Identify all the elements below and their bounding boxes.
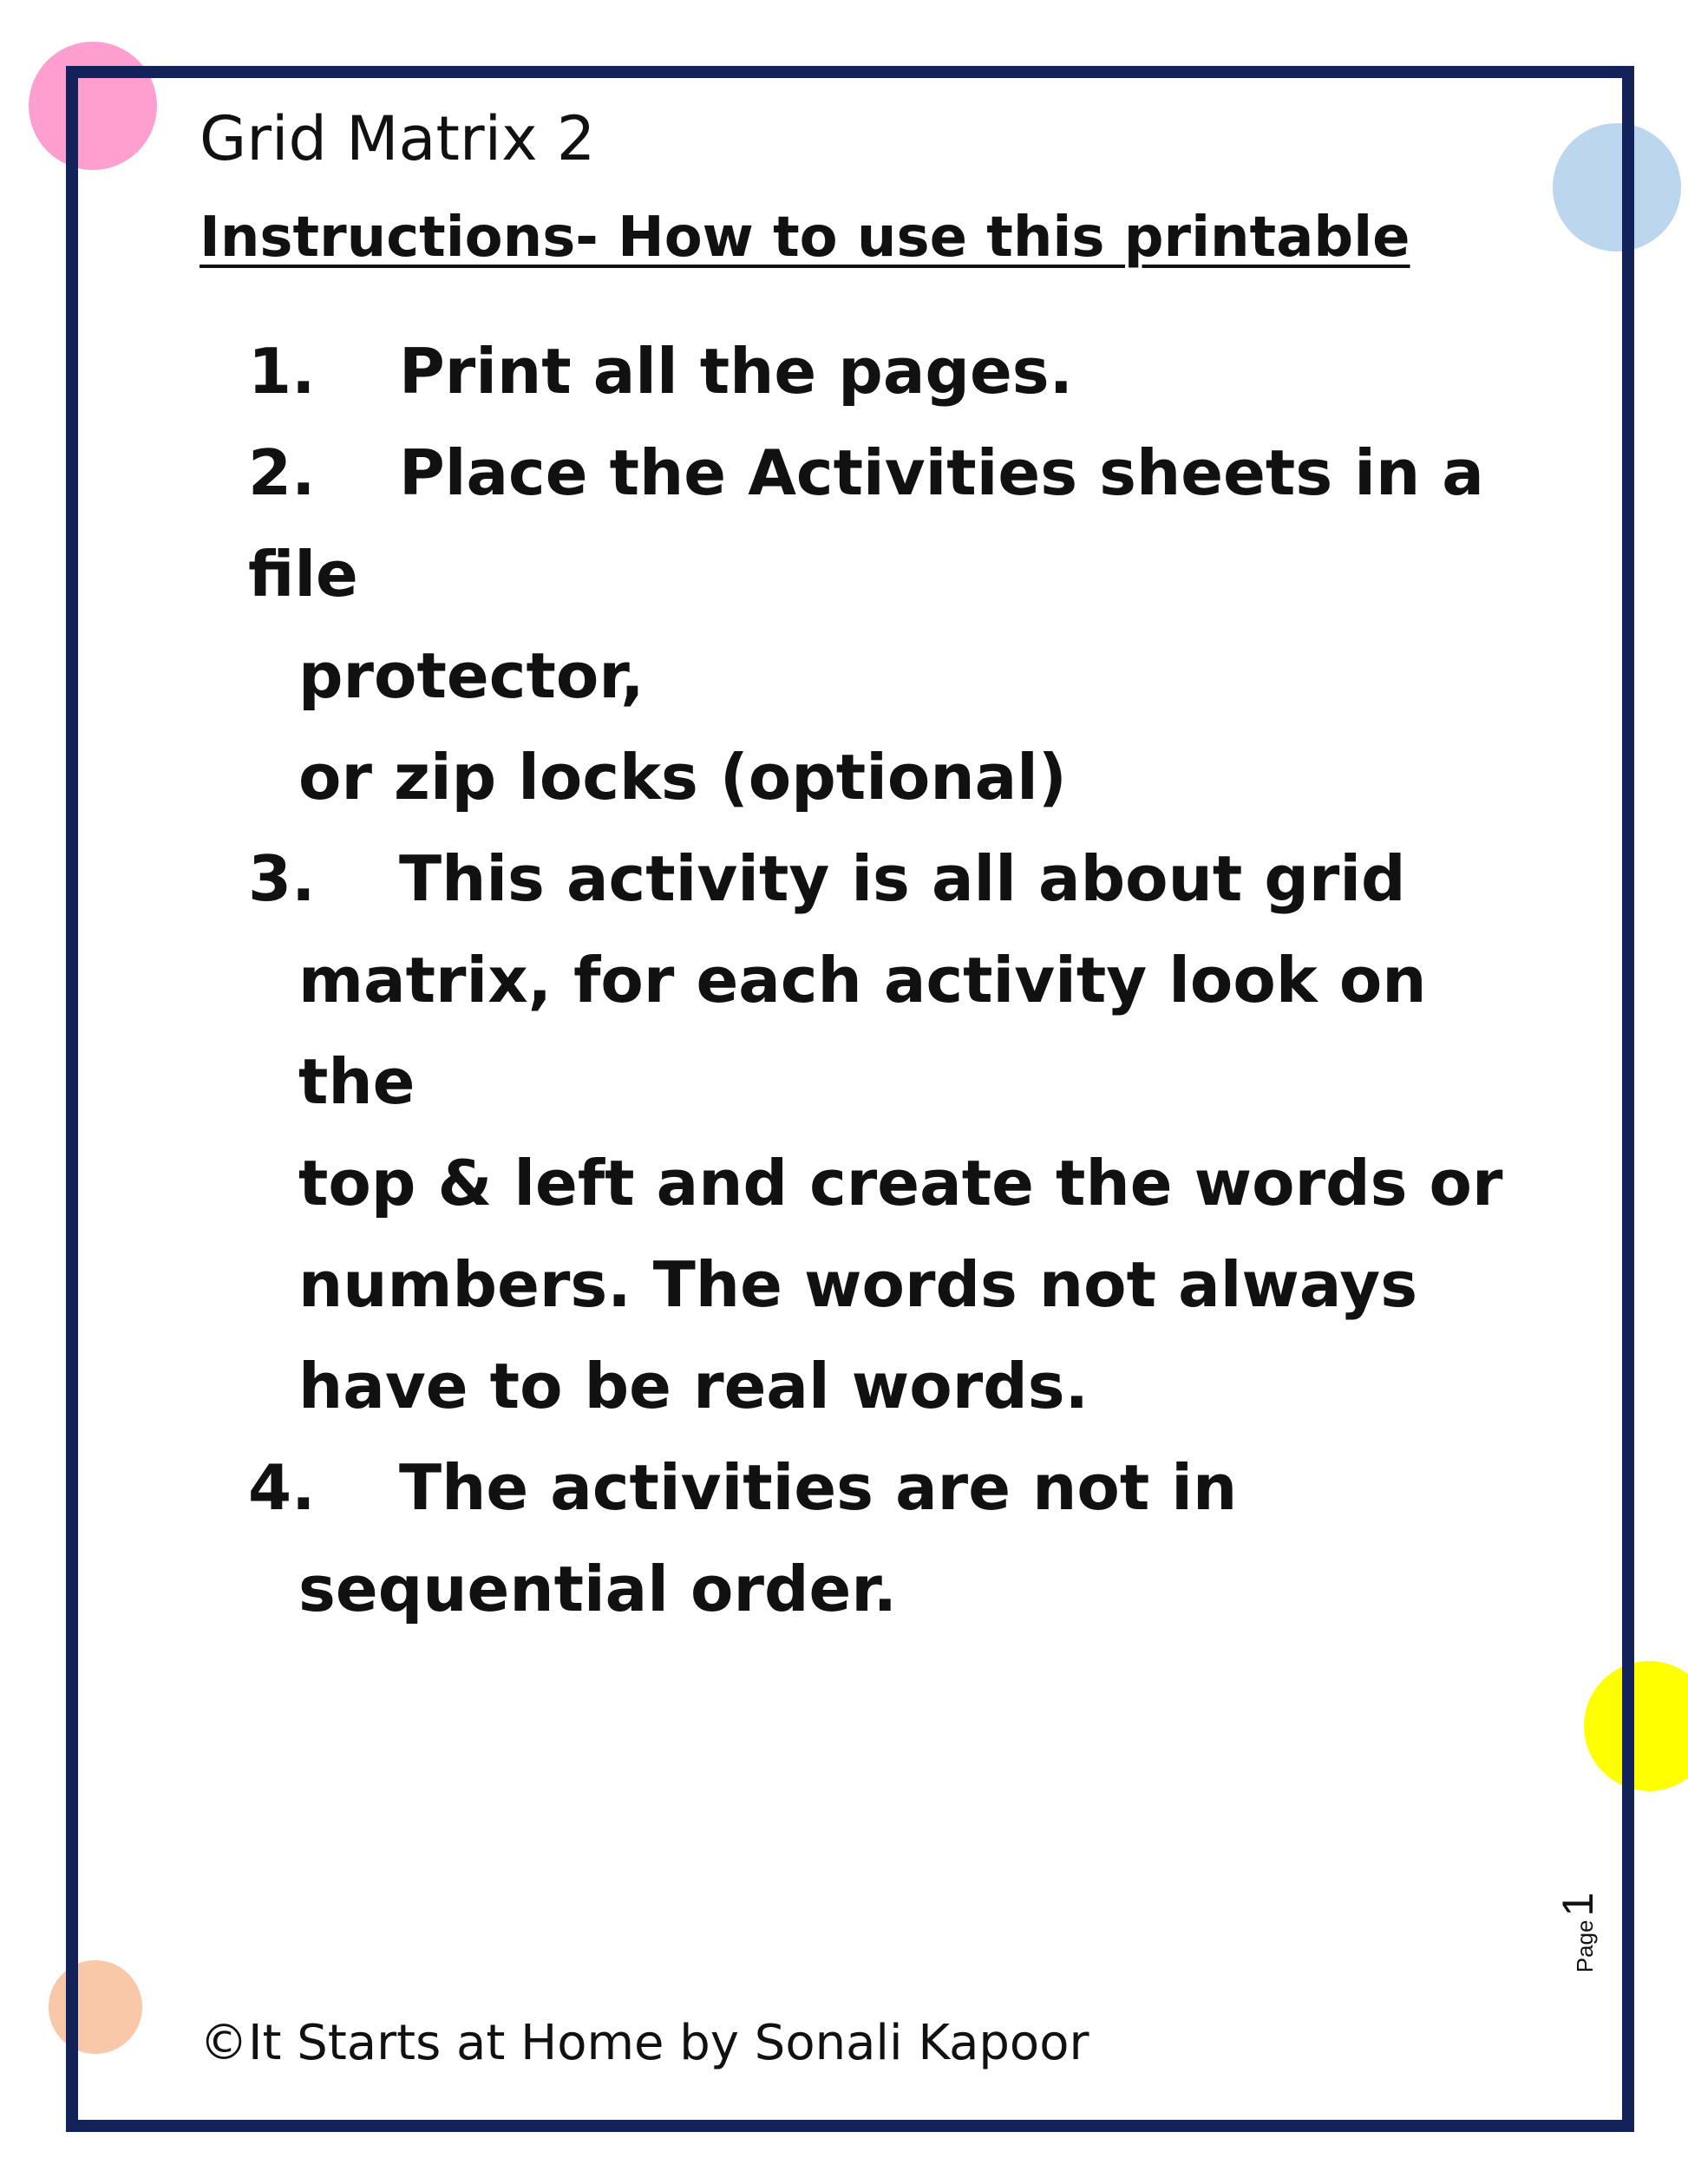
step-item xyxy=(248,321,1523,422)
step-continuation: matrix, for each activity look on the xyxy=(298,944,1427,1118)
page-number-label xyxy=(1553,1892,1622,1973)
step-number: 2. xyxy=(248,436,316,509)
step-item xyxy=(248,422,1523,828)
step-text: This activity is all about grid xyxy=(399,842,1406,915)
step-continuation: top & left and create the words or xyxy=(298,1147,1503,1220)
instructions-heading: Instructions- How to use this printable xyxy=(200,206,1410,270)
instruction-steps xyxy=(248,321,1523,1640)
step-continuation: protector, xyxy=(298,639,644,712)
step-item xyxy=(248,828,1523,1437)
step-text: The activities are not in xyxy=(399,1451,1238,1524)
step-continuation: or zip locks (optional) xyxy=(298,741,1067,814)
step-number: 1. xyxy=(248,335,316,408)
step-text: Print all the pages. xyxy=(399,335,1073,408)
step-continuation: sequential order. xyxy=(298,1553,897,1625)
document-title: Grid Matrix 2 xyxy=(200,103,596,174)
page-word: Page xyxy=(1572,1919,1598,1973)
step-item xyxy=(248,1437,1523,1640)
step-number: 3. xyxy=(248,842,316,915)
copyright-footer: ©It Starts at Home by Sonali Kapoor xyxy=(200,2015,1089,2071)
step-number: 4. xyxy=(248,1451,316,1524)
step-continuation: numbers. The words not always xyxy=(298,1248,1418,1321)
step-continuation: have to be real words. xyxy=(298,1350,1089,1422)
page-number: 1 xyxy=(1554,1892,1602,1917)
step-text: Place the Activities sheets in a file xyxy=(248,436,1484,611)
